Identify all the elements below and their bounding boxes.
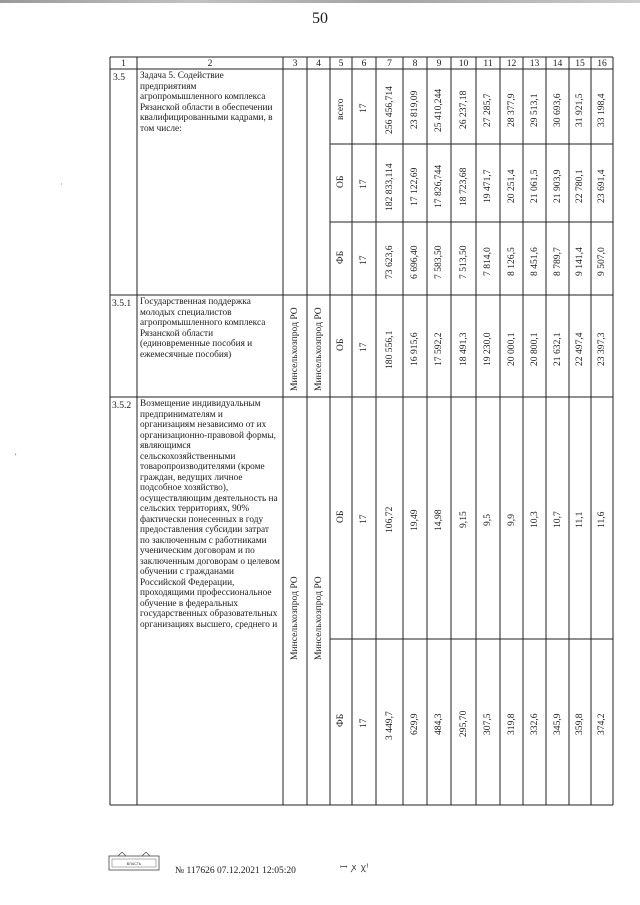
value-cell: 10,7 bbox=[551, 511, 563, 528]
value-cell: 25 410,244 bbox=[433, 88, 444, 132]
value-cell: 26 237,18 bbox=[457, 90, 469, 129]
value-cell: 345,9 bbox=[551, 712, 563, 735]
value-cell: 9 507,0 bbox=[596, 247, 607, 276]
scan-dot: ' bbox=[15, 452, 17, 461]
page-number: 50 bbox=[312, 10, 328, 27]
value-cell: 33 198,4 bbox=[596, 92, 607, 127]
value-cell: 7 583,50 bbox=[433, 244, 444, 279]
funding-source: всего bbox=[335, 97, 346, 120]
value-cell: 23 397,3 bbox=[596, 332, 607, 366]
col-header: 5 bbox=[338, 58, 344, 69]
col-header: 1 bbox=[121, 58, 126, 69]
value-cell: 19 230,0 bbox=[482, 332, 493, 366]
value-cell: 8 451,6 bbox=[528, 247, 540, 276]
col-header: 16 bbox=[597, 58, 607, 69]
row-code: 3.5.1 bbox=[112, 298, 132, 309]
value-cell: 27 285,7 bbox=[482, 92, 493, 127]
value-cell: 73 623,6 bbox=[383, 244, 395, 279]
value-cell: 7 814,0 bbox=[482, 247, 493, 276]
value-cell: 28 377,9 bbox=[505, 92, 517, 127]
funding-source: ФБ bbox=[335, 714, 346, 728]
responsible-executor: Минсельхозпрод РО bbox=[289, 307, 300, 391]
value-cell: 332,6 bbox=[528, 712, 540, 735]
svg-text:ВЛАСТЬ: ВЛАСТЬ bbox=[126, 862, 142, 866]
funding-source: ОБ bbox=[335, 338, 346, 352]
row-description: Задача 5. Содействие предприятиям агропромышленного комплекса Рязанской области в обеспечении квалифицированными кадрами, в том числе: bbox=[140, 71, 273, 134]
value-cell: 17 122,69 bbox=[409, 167, 420, 206]
value-cell: 19 471,7 bbox=[482, 169, 493, 203]
value-cell: 21 061,5 bbox=[528, 169, 540, 203]
value-cell: 319,8 bbox=[505, 712, 517, 735]
value-cell: 22 497,4 bbox=[574, 332, 585, 366]
value-cell: 295,70 bbox=[457, 710, 469, 737]
col-header: 6 bbox=[361, 58, 367, 69]
value-cell: 7 513,50 bbox=[457, 244, 469, 279]
value-cell: 11,1 bbox=[574, 511, 585, 528]
value-cell: 8 789,7 bbox=[551, 247, 563, 276]
value-cell: 374,2 bbox=[596, 712, 607, 735]
value-cell: 359,8 bbox=[574, 712, 585, 735]
scan-dot: · bbox=[60, 180, 63, 189]
col-header: 3 bbox=[292, 58, 298, 69]
value-cell: 19,49 bbox=[409, 508, 420, 531]
value-cell: 22 780,1 bbox=[574, 169, 585, 203]
col-header: 11 bbox=[483, 58, 493, 69]
value-cell: 18 723,68 bbox=[457, 167, 469, 206]
row-code: 3.5.2 bbox=[112, 400, 132, 411]
funding-source: ОБ bbox=[335, 175, 346, 189]
col-header: 10 bbox=[458, 58, 469, 69]
col-header: 14 bbox=[552, 58, 563, 69]
row-description: Государственная поддержка молодых специалистов агропромышленного комплекса Рязанской области (единовременные пособия и ежемесячные пособия) bbox=[140, 297, 266, 360]
funding-source: ФБ bbox=[335, 250, 346, 264]
value-cell: 20 000,1 bbox=[505, 332, 517, 366]
government-seal bbox=[108, 852, 160, 872]
col-header: 7 bbox=[387, 58, 392, 69]
value-cell: 20 251,4 bbox=[505, 169, 517, 203]
value-cell: 9,9 bbox=[505, 513, 517, 526]
value-cell: 21 632,1 bbox=[551, 332, 563, 366]
code-17: 17 bbox=[358, 342, 369, 352]
col-header: 4 bbox=[316, 58, 321, 69]
value-cell: 182 833,114 bbox=[383, 162, 395, 211]
value-cell: 11,6 bbox=[596, 511, 607, 528]
value-cell: 14,98 bbox=[433, 508, 444, 531]
funding-source: ОБ bbox=[335, 510, 346, 524]
value-cell: 629,9 bbox=[409, 712, 420, 735]
value-cell: 9,15 bbox=[457, 511, 469, 528]
value-cell: 6 696,40 bbox=[409, 244, 420, 279]
value-cell: 10,3 bbox=[528, 511, 540, 528]
value-cell: 23 691,4 bbox=[596, 169, 607, 203]
col-header: 13 bbox=[529, 58, 540, 69]
value-cell: 20 800,1 bbox=[528, 332, 540, 366]
col-header: 8 bbox=[412, 58, 418, 69]
value-cell: 9,5 bbox=[482, 513, 493, 526]
responsible-executor: Минсельхозпрод РО bbox=[289, 576, 300, 660]
value-cell: 23 819,09 bbox=[409, 90, 420, 129]
code-17: 17 bbox=[358, 102, 369, 113]
col-header: 2 bbox=[207, 58, 213, 69]
value-cell: 17 826,744 bbox=[433, 164, 444, 208]
co-executor: Минсельхозпрод РО bbox=[313, 307, 324, 391]
row-code: 3.5 bbox=[113, 72, 125, 83]
value-cell: 106,72 bbox=[383, 506, 395, 533]
value-cell: 3 449,7 bbox=[383, 710, 395, 740]
col-header: 12 bbox=[506, 58, 517, 69]
code-17: 17 bbox=[358, 514, 369, 524]
value-cell: 484,3 bbox=[433, 712, 444, 735]
col-header: 9 bbox=[436, 58, 442, 69]
code-17: 17 bbox=[358, 254, 369, 265]
row-description: Возмещение индивидуальным предпринимателям и организациям независимо от их организационно-правовой формы, являющимся сельскохозяйственными товаропроизводителями (кроме граждан, ведущих личное подсобное хозяйство), осуществляющим деятельность на сельских территориях, 90% фактически понесенных в году предоставления субсидии затрат по заключенным с работниками ученическим договорам и по заключенным договорам о целевом обучении с гражданами Российской Федерации, проходящими профессиональное обучение в федеральных государственных образовательных организациях высшего, среднего и bbox=[140, 399, 280, 630]
value-cell: 18 491,3 bbox=[457, 332, 469, 366]
value-cell: 16 915,6 bbox=[409, 332, 420, 366]
value-cell: 31 921,5 bbox=[574, 92, 585, 127]
value-cell: 180 556,1 bbox=[383, 330, 395, 369]
value-cell: 17 592,2 bbox=[433, 332, 444, 366]
co-executor: Минсельхозпрод РО bbox=[313, 576, 324, 660]
code-17: 17 bbox=[358, 718, 369, 728]
value-cell: 9 141,4 bbox=[574, 247, 585, 276]
value-cell: 307,5 bbox=[482, 712, 493, 735]
value-cell: 256 456,714 bbox=[383, 86, 395, 134]
value-cell: 30 693,6 bbox=[551, 92, 563, 127]
value-cell: 8 126,5 bbox=[505, 247, 517, 276]
handwritten-mark: ꟷ ꭗ ꭓꞋ bbox=[340, 862, 370, 872]
document-stamp-number: № 117626 07.12.2021 12:05:20 bbox=[175, 866, 296, 876]
code-17: 17 bbox=[358, 179, 369, 189]
value-cell: 21 903,9 bbox=[551, 169, 563, 203]
col-header: 15 bbox=[575, 58, 585, 69]
value-cell: 29 513,1 bbox=[528, 92, 540, 127]
